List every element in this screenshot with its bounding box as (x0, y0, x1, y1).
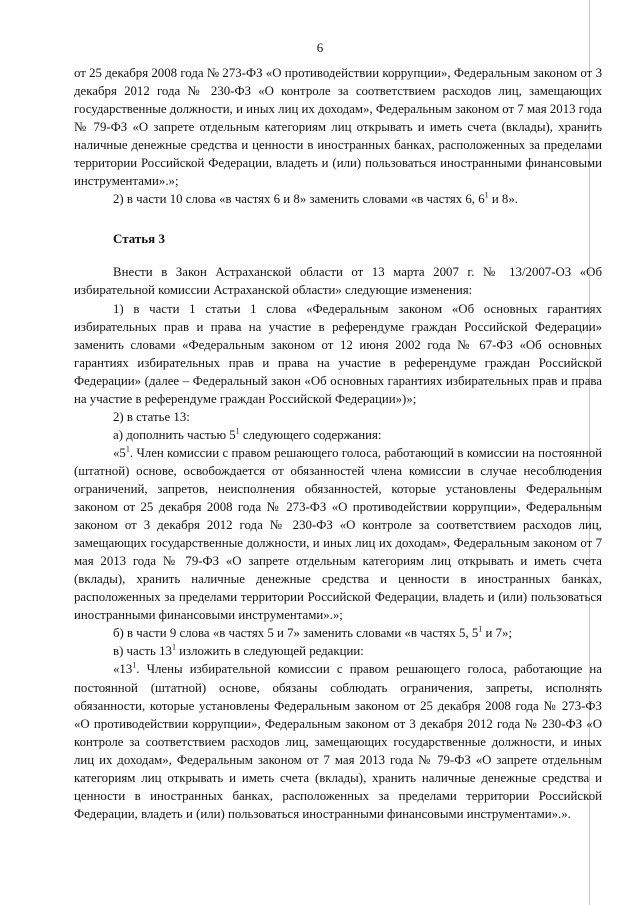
page-number: 6 (316, 40, 324, 55)
paragraph-item-v (74, 642, 602, 660)
superscript: 1 (132, 661, 137, 671)
superscript: 1 (478, 625, 483, 635)
paragraph-text: «13 (113, 662, 133, 677)
paragraph-continuation: от 25 декабря 2008 года № 273-ФЗ «О противодействии коррупции», Федеральным законом от 3 декабря 2012 года № 230-ФЗ «О контроле за соответствием расходов лиц, замещающих государственные должности, и иных лиц их доходам», Федеральным законом от 7 мая 2013 года № 79-ФЗ «О запрете отдельным категориям лиц открывать и иметь счета (вклады), хранить наличные денежные средства и ценности в иностранных банках, расположенных за пределами территории Российской Федерации, владеть и (или) пользоваться иностранными финансовыми инструментами».»; (74, 66, 603, 189)
superscript: 1 (484, 191, 489, 201)
paragraph-item-b (74, 624, 602, 642)
paragraph-text: а) дополнить частью 5 (113, 427, 236, 442)
article-heading: Статья 3 (113, 231, 165, 247)
paragraph-text: «5 (113, 445, 126, 460)
paragraph-text: б) в части 9 слова «в частях 5 и 7» заменить словами «в частях 5, 5 (113, 626, 479, 641)
paragraph-part-5-1 (74, 444, 602, 624)
paragraph-item-2-part-10 (74, 190, 602, 208)
paragraph-text: изложить в следующей редакции: (175, 644, 364, 659)
document-body (74, 64, 602, 823)
paragraph-text: 2) в части 10 слова «в частях 6 и 8» заменить словами «в частях 6, 6 (113, 192, 485, 207)
paragraph-intro: Внести в Закон Астраханской области от 13 марта 2007 г. № 13/2007-ОЗ «Об избирательной комиссии Астраханской области» следующие изменения: (74, 265, 602, 298)
paragraph-item-1: 1) в части 1 статьи 1 слова «Федеральным законом «Об основных гарантиях избирательных прав и права на участие в референдуме граждан Российской Федерации» заменить словами «Федеральным законом от 12 июня 2002 года № 67-ФЗ «Об основных гарантиях избирательных прав и права на участие в референдуме граждан Российской Федерации» (далее – Федеральный закон «Об основных гарантиях избирательных прав и права на участие в референдуме граждан Российской Федерации»)»; (74, 301, 602, 406)
superscript: 1 (171, 643, 176, 653)
paragraph-text: следующего содержания: (239, 427, 382, 442)
paragraph-text: . Член комиссии с правом решающего голоса, работающий в комиссии на постоянной (штатной) основе, освобождается от обязанностей члена комиссии в случае несоблюдения ограничений, запретов, неисполнения обязанностей, которые установлены Федеральным законом от 25 декабря 2008 года № 273-ФЗ «О противодействии коррупции», Федеральным законом от 3 декабря 2012 года № 230-ФЗ «О контроле за соответствием расходов лиц, замещающих государственные должности, и иных лиц их доходам», Федеральным законом от 7 мая 2013 года № 79-ФЗ «О запрете отдельным категориям лиц открывать и иметь счета (вклады), хранить наличные денежные средства и ценности в иностранных банках, расположенных за пределами территории Российской Федерации, владеть и (или) пользоваться иностранными финансовыми инструментами».»; (74, 445, 602, 623)
paragraph-item-a (74, 426, 602, 444)
paragraph-text: в) часть 13 (113, 644, 172, 659)
superscript: 1 (235, 426, 240, 436)
paragraph-part-13-1 (74, 660, 602, 822)
paragraph-item-2: 2) в статье 13: (113, 409, 190, 424)
paragraph-text: и 8». (488, 192, 518, 207)
paragraph-text: . Члены избирательной комиссии с правом решающего голоса, работающие на постоянной (штатной) основе, обязаны соблюдать ограничения, запреты, исполнять обязанности, которые установлены Федеральным законом от 25 декабря 2008 года № 273-ФЗ «О противодействии коррупции», Федеральным законом от 3 декабря 2012 года № 230-ФЗ «О контроле за соответствием расходов лиц, замещающих государственные должности, и иных лиц их доходам», Федеральным законом от 7 мая 2013 года № 79-ФЗ «О запрете отдельным категориям лиц открывать и иметь счета (вклады), хранить наличные денежные средства и ценности в иностранных банках, расположенных за пределами территории Российской Федерации, владеть и (или) пользоваться иностранными финансовыми инструментами».». (74, 662, 602, 821)
paragraph-text: и 7»; (482, 626, 513, 641)
superscript: 1 (125, 444, 130, 454)
